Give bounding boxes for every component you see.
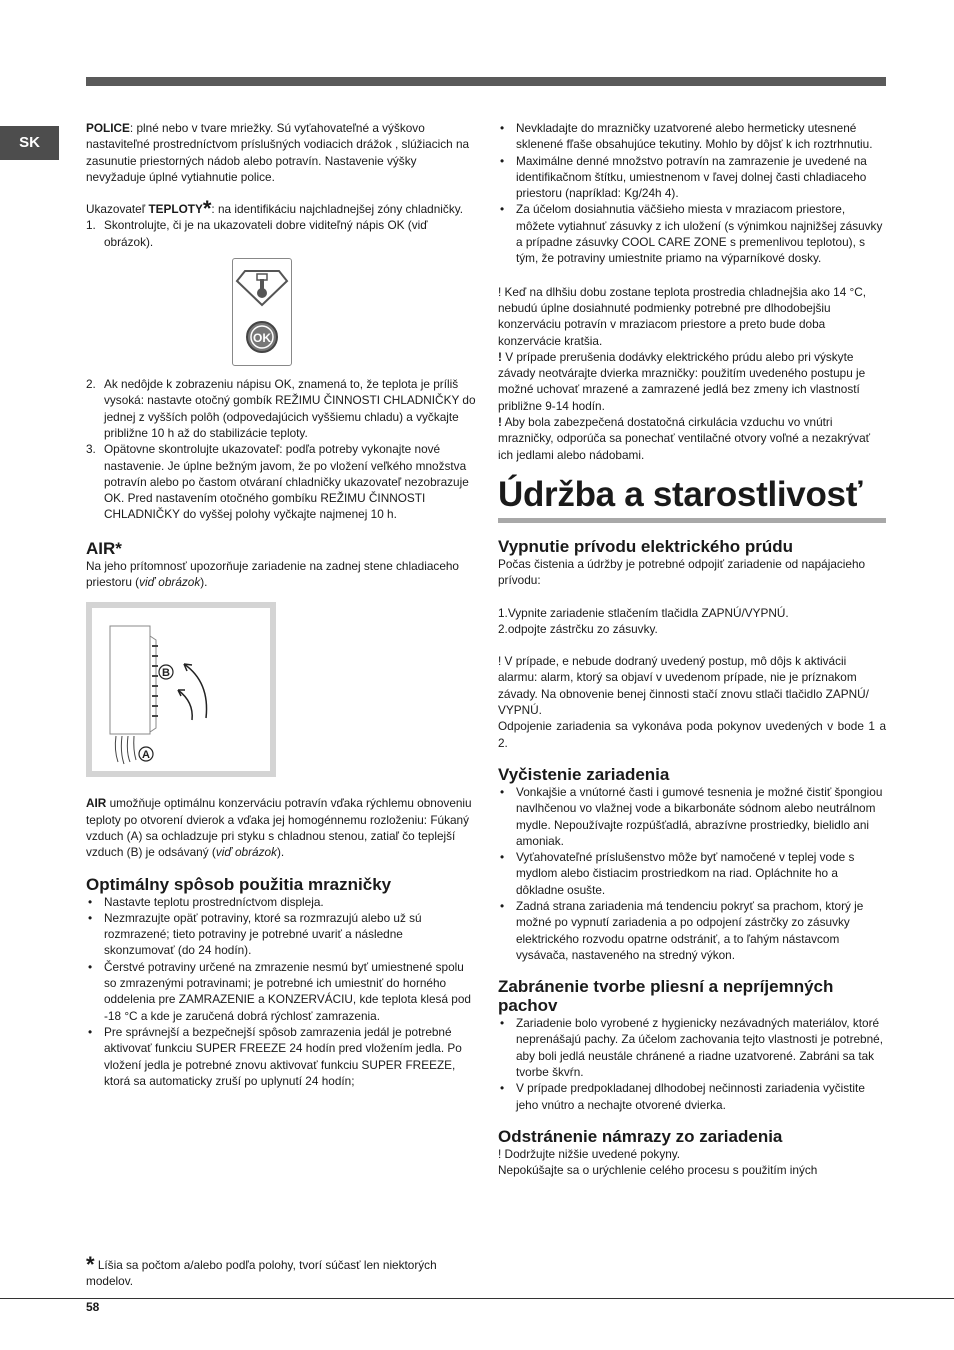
main-heading: Údržba a starostlivosť [498, 474, 863, 514]
warning-power-outage: ! V prípade prerušenia dodávky elektrického prúdu alebo pri výskyte závady neotvárajte dvierka mrazničky: použitím uvedeného postupu je možné uchovať mrazené a zamrazené jedlá bez zmeny ich vlastností približne 9-14 hodín. [498, 349, 866, 413]
page-number: 58 [86, 1300, 100, 1314]
teploty-paragraph: Ukazovateľ TEPLOTY*: na identifikáciu najchladnejšej zóny chladničky. [86, 196, 464, 222]
teploty-term: TEPLOTY [148, 202, 203, 217]
police-term: POLICE [86, 121, 130, 135]
police-text: : plné nebo v tvare mriežky. Sú vyťahovateľné a výškovo nastaviteľné prostredníctvom príslušných vodiacich drážok , slúžiacich na zasunutie priestorných nádob alebo potravín. Nastavenie výšky nevyžaduje úplné vytiahnutie police. [86, 121, 470, 184]
freezer-item: • Čerstvé potraviny určené na zmrazenie nesmú byť umiestnené spolu so zmrazenými potravinami; je potrebné ich umiestniť do horného oddelenia pre ZAMRAZENIE a KONZERVÁCIU, kde teplota klesá pod -18 °C a kde je zaručená dobrá rýchlosť zamrazenia. [86, 959, 476, 1024]
footer-rule [0, 1298, 954, 1299]
step-2: 2. Ak nedôjde k zobrazeniu nápisu OK, znamená to, že teplota je príliš vysoká: nastavte otočný gombík REŽIMU ČINNOSTI CHLADNIČKY do jednej z vyšších polôh (odpovedajúcich vyššiemu chladu) a vyčkajte približne 10 h až do stabilizácie teploty. [86, 377, 476, 440]
heading-rule [498, 518, 886, 523]
footnote: * Líšia sa počtom a/alebo podľa polohy, tvorí súčasť len niektorých modelov. [86, 1252, 437, 1289]
freezer-item: • Maximálne denné množstvo potravín na zamrazenie je uvedené na identifikačnom štítku, umiestnenom v ľavej dolnej časti chladiaceho priestoru (napríklad: Kg/24h 4). [498, 153, 886, 202]
air-intro: Na jeho prítomnosť upozorňuje zariadenie na zadnej stene chladiaceho priestoru (viď obrázok). [86, 558, 459, 590]
language-tab: SK [0, 126, 59, 160]
defrost-line-1: ! Dodržujte nižšie uvedené pokyny. [498, 1146, 681, 1161]
freezer-item: • Nevkladajte do mrazničky uzatvorené alebo hermeticky utesnené sklenené fľaše obsahujúce tekutiny. Mohlo by dôjsť k ich roztrhnutiu. [498, 120, 886, 153]
top-rule [86, 77, 886, 86]
freezer-item: • Nezmrazujte opäť potraviny, ktoré sa rozmrazujú alebo už sú rozmrazené; tieto potraviny je potrebné uvariť a následne skonzumovať (do 24 hodín). [86, 910, 476, 959]
air-heading: AIR* [86, 538, 122, 558]
right-column [498, 120, 886, 1179]
step-3: 3. Opätovne skontrolujte ukazovateľ: podľa potreby vykonajte nové nastavenie. Je úplne bežným javom, že po vložení veľkého množstva potravín alebo po častom otváraní chladničky ukazovateľ nezobrazuje OK. Pred nastavením otočného gombíku REŽIMU ČINNOSTI CHLADNIČKY do vyššej polohy vyčkajte najmenej 10 h. [86, 442, 469, 522]
freezer-item: • Za účelom dosiahnutia väčšieho miesta v mraziacom priestore, môžete vytiahnuť zásuvky z ich uložení (s výnimkou najnižšej zásuvky a prípadne zásuvky COOL CARE ZONE s premenlivou teplotou), s tým, že potraviny umiestnite priamo na výparníkové dosky. [498, 201, 886, 266]
svg-text:OK: OK [253, 331, 271, 346]
svg-text:A: A [142, 749, 150, 762]
air-flow-diagram [86, 602, 276, 777]
mold-item: • V prípade predpokladanej dlhodobej nečinnosti zariadenia vyčistite jeho vnútro a nechajte otvorené dvierka. [498, 1080, 886, 1113]
mold-heading: Zabránenie tvorbe pliesní a nepríjemných pachov [498, 977, 834, 1016]
svg-text:B: B [162, 667, 170, 680]
mold-item: • Zariadenie bolo vyrobené z hygienicky nezávadných materiálov, ktoré neprenášajú pachy. Za účelom zachovania tejto vlastnosti je potrebné, aby boli jedlá neustále chránené a riadne uzatvorené. Zabráni sa tak tvorbe škvŕn. [498, 1015, 886, 1080]
warning-temperature: ! Keď na dlhšiu dobu zostane teplota prostredia chladnejšia ako 14 °C, nebudú úplne dosiahnuté podmienky potrebné pre dlhodobejšiu konzerváciu potravín v mraziacom priestore a preto bude doba konzervácie kratšia. [498, 284, 867, 348]
temperature-indicator-figure [232, 258, 292, 366]
power-step-2: 2.odpojte zástrčku zo zásuvky. [498, 621, 658, 636]
air-description: AIR umožňuje optimálnu konzerváciu potravín vďaka rýchlemu obnoveniu teploty po otvorení dvierok a vďaka jej homogénnemu rozloženiu: Fúkaný vzduch (A) sa ochladzuje pri styku s chladnou stenou, zatiaľ čo teplejší vzduch (B) je odsávaný (viď obrázok). [86, 796, 472, 860]
power-step-1: 1.Vypnite zariadenie stlačením tlačidla ZAPNÚ/VYPNÚ. [498, 605, 789, 620]
thermometer-ok-icon [233, 259, 291, 365]
warning-ventilation: ! Aby bola zabezpečená dostatočná cirkulácia vzduchu vo vnútri mrazničky, odporúča sa ponechať ventilačné otvory voľné a nezakrývať ich jedlami alebo nádobami. [498, 415, 871, 462]
clean-item: • Zadná strana zariadenia má tendenciu pokryť sa prachom, ktorý je možné po vypnutí zariadenia a po odpojení zástrčky zo zásuvky elektrického rozvodu opatrne odstrániť, a to ľahým nástavcom vysávača, nastaveného na stredný výkon. [498, 898, 886, 963]
left-column [86, 120, 476, 1089]
clean-heading: Vyčistenie zariadenia [498, 764, 670, 784]
power-text: Počas čistenia a údržby je potrebné odpojiť zariadenie od napájacieho prívodu: [498, 556, 866, 588]
freezer-item: • Pre správnejší a bezpečnejší spôsob zamrazenia jedál je potrebné aktivovať funkciu SUPER FREEZE 24 hodín pred vložením jedla. Po vložení jedla je potrebné znovu aktivovať funkciu SUPER FREEZE, ktorá sa automaticky zruší po uplynutí 24 hodín; [86, 1024, 476, 1089]
power-warning: ! V prípade, e nebude dodraný uvedený postup, mô dôjs k aktivácii alarmu: alarm, ktorý sa objaví v uvedenom prípade, nie je príznakom závady. Na obnovenie benej činnosti stačí znovu stlači tlačidlo ZAPNÚ/ VYPNÚ. [498, 654, 869, 718]
power-heading: Vypnutie prívodu elektrického prúdu [498, 536, 794, 556]
defrost-line-2: Nepokúšajte sa o urýchlenie celého procesu s použitím iných [498, 1163, 818, 1178]
step-1: 1. Skontrolujte, či je na ukazovateli dobre viditeľný nápis OK (viď obrázok). [86, 218, 428, 249]
clean-item: • Vyťahovateľné príslušenstvo môže byť namočené v teplej vode s mydlom alebo čistiacim prostriedkom na riad. Opláchnite ho a dôkladne osušte. [498, 849, 886, 898]
air-flow-figure [86, 602, 276, 777]
defrost-heading: Odstránenie námrazy zo zariadenia [498, 1126, 783, 1146]
police-paragraph [86, 120, 476, 185]
clean-item: • Vonkajšie a vnútorné časti i gumové tesnenia je možné čistiť špongiou navlhčenou vo vlažnej vode a bikarbonáte sódnom alebo neutrálnom mydle. Nepoužívajte rozpúšťadlá, abrazívne prostriedky, bielidlo ani amoniak. [498, 784, 886, 849]
power-note: Odpojenie zariadenia sa vykonáva poda pokynov uvedených v bode 1 a 2. [498, 719, 886, 750]
freezer-heading: Optimálny spôsob použitia mrazničky [86, 874, 392, 894]
freezer-item: • Nastavte teplotu prostredníctvom displeja. [86, 894, 476, 910]
